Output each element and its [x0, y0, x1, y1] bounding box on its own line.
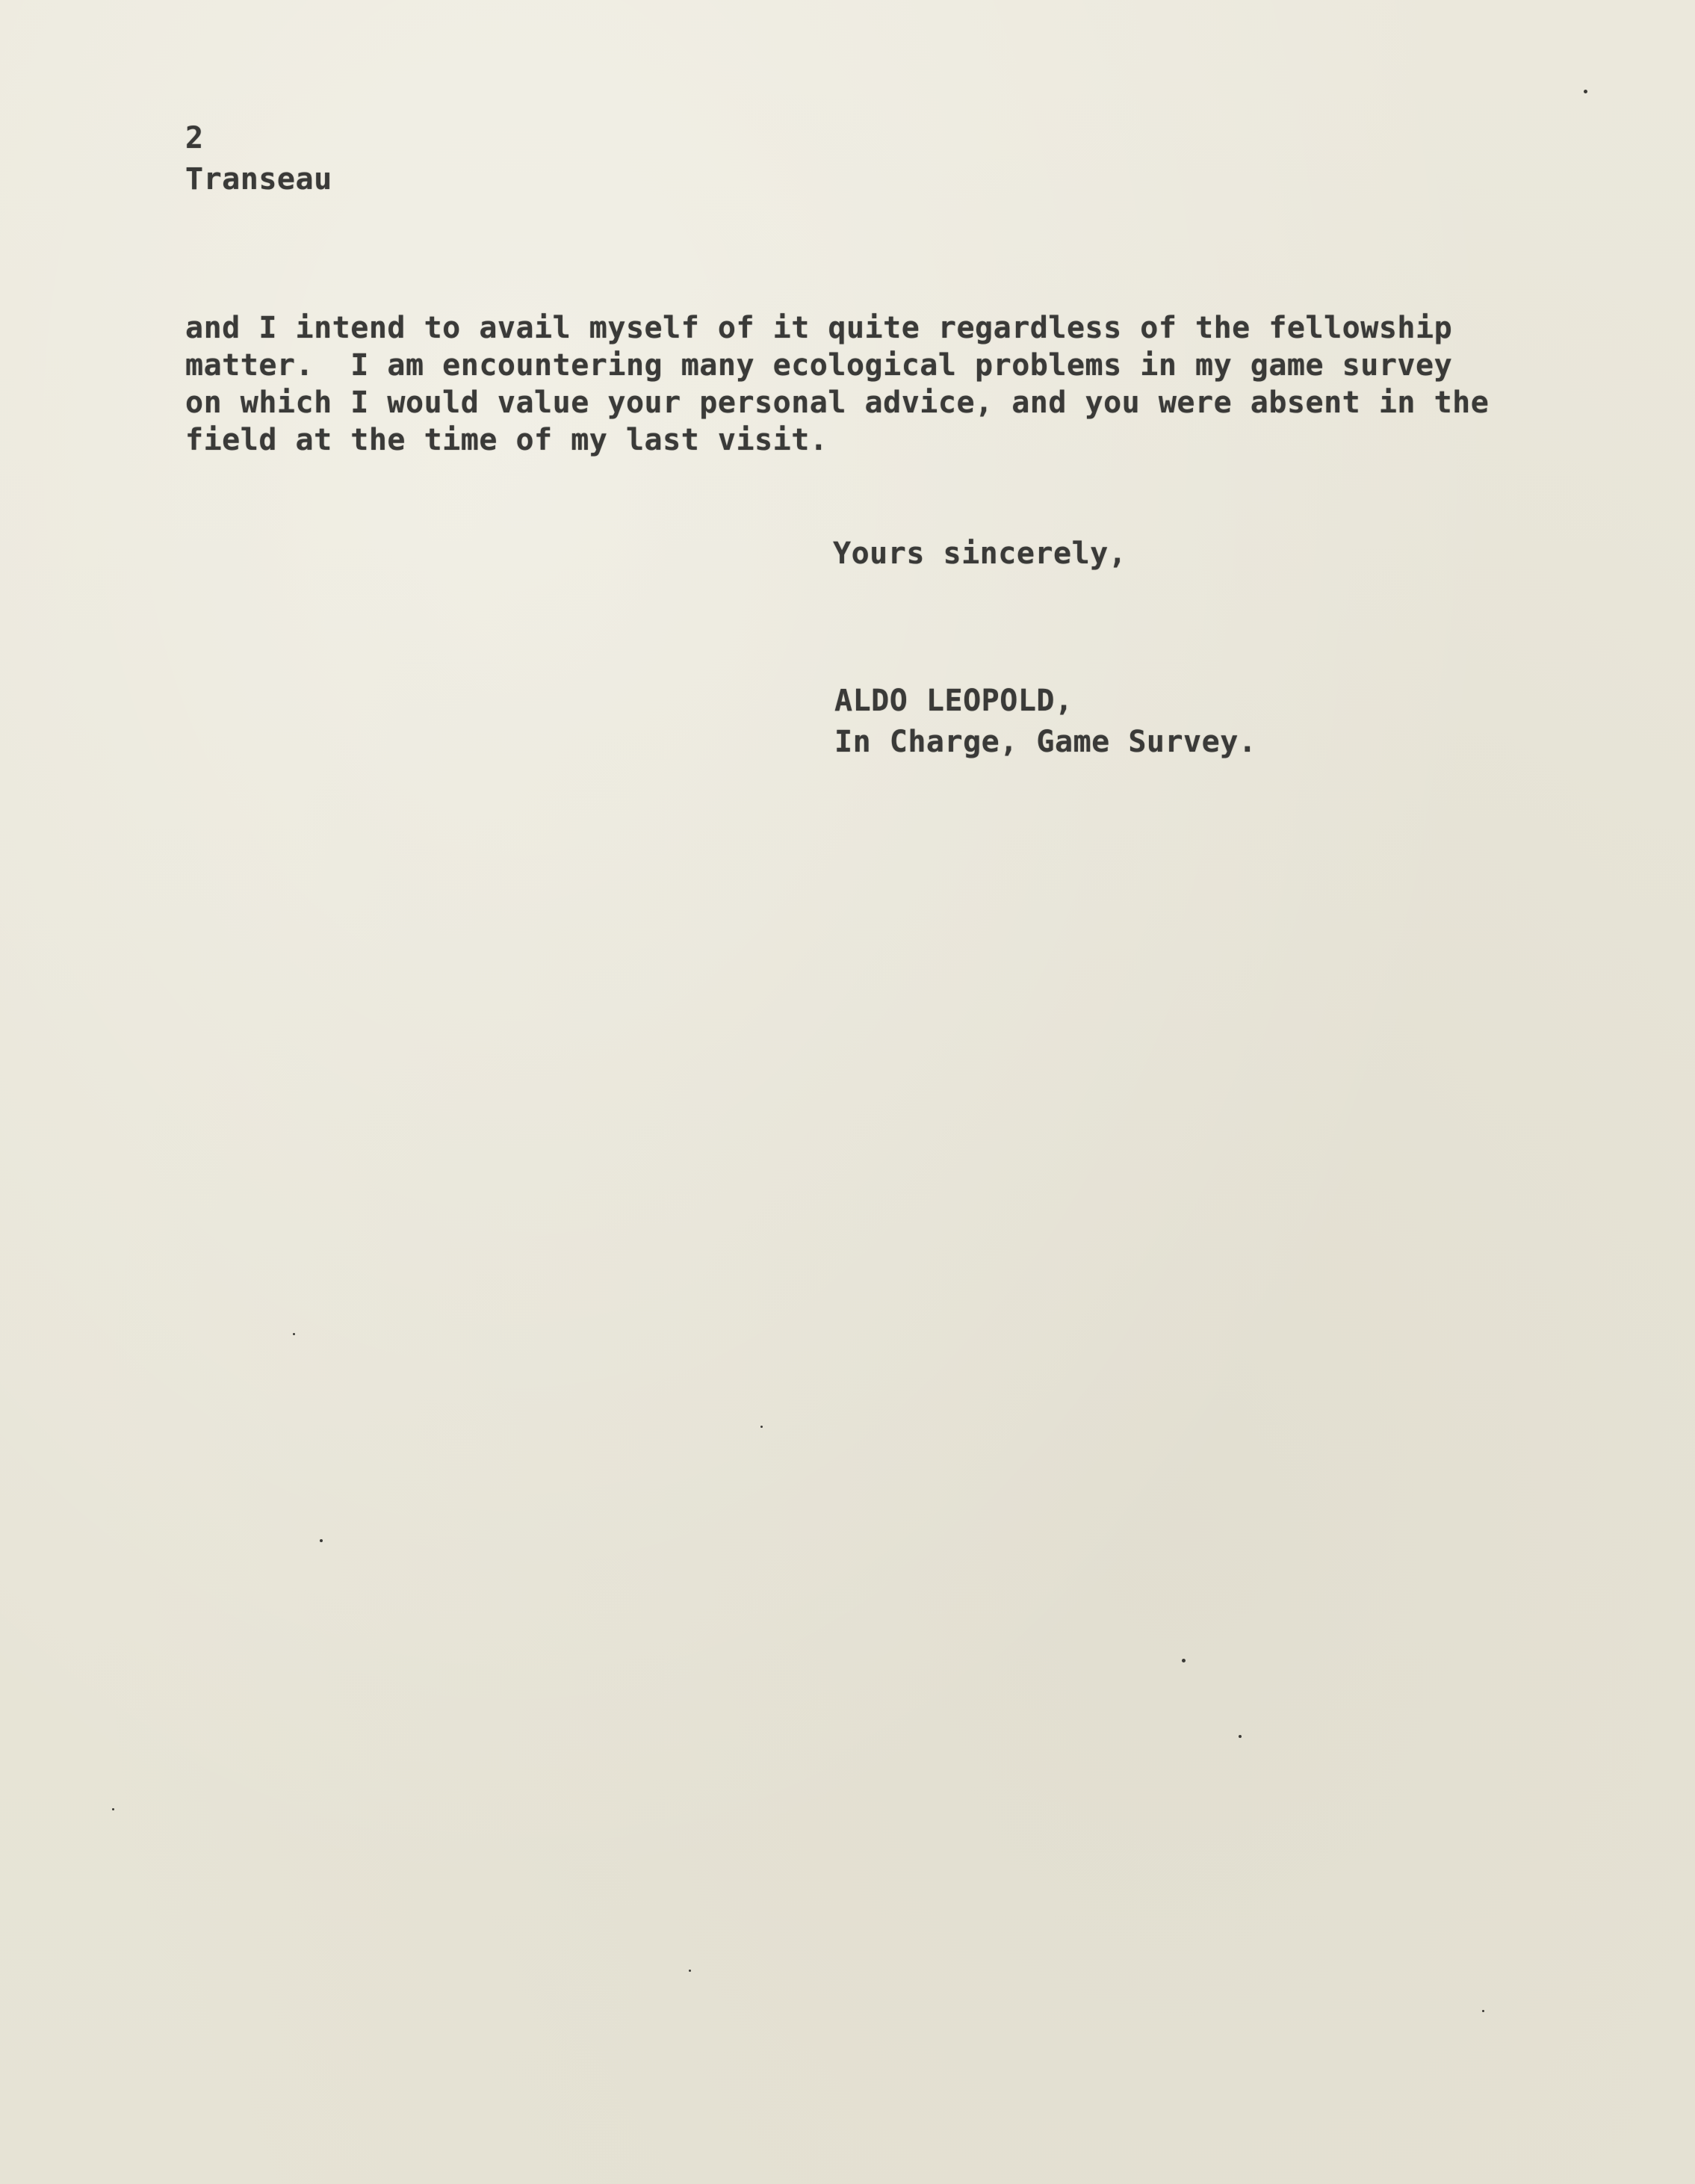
paper-speck — [1482, 2010, 1484, 2012]
paper-speck — [1584, 90, 1587, 93]
body-line: on which I would value your personal advice, and you were absent in the — [185, 386, 1490, 420]
paper-speck — [689, 1970, 691, 1972]
paper-speck — [1239, 1735, 1242, 1738]
recipient-name: Transeau — [185, 162, 332, 197]
paper-speck — [293, 1333, 295, 1335]
body-line: matter. I am encountering many ecological problems in my game survey — [185, 348, 1453, 383]
closing: Yours sincerely, — [833, 536, 1127, 571]
body-line: field at the time of my last visit. — [185, 423, 828, 457]
body-line: and I intend to avail myself of it quite regardless of the fellowship — [185, 311, 1453, 345]
paper-speck — [320, 1539, 323, 1542]
signature-title: In Charge, Game Survey. — [834, 725, 1257, 759]
paper-speck — [1182, 1659, 1186, 1662]
signature-name: ALDO LEOPOLD, — [834, 684, 1073, 718]
paper-speck — [760, 1426, 763, 1428]
letter-body — [185, 309, 1489, 459]
paper-speck — [112, 1808, 114, 1810]
page-number: 2 — [185, 121, 204, 155]
